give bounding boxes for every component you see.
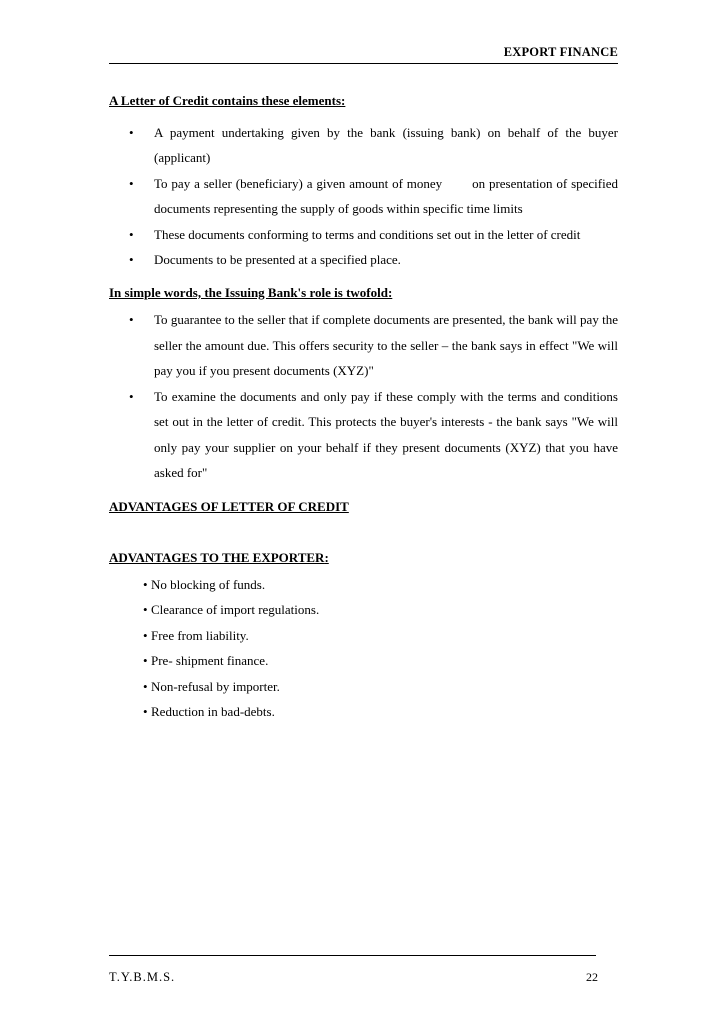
list-item (109, 699, 618, 725)
footer-rule (109, 955, 596, 956)
bullet-icon: • (143, 576, 148, 592)
bullet-icon: • (129, 124, 134, 140)
section-heading-text: A Letter of Credit contains these elements (109, 93, 342, 108)
list-item (109, 572, 618, 598)
list-item (109, 307, 618, 384)
running-header-title: EXPORT FINANCE (503, 45, 618, 59)
list-item-text: Free from liability. (151, 627, 249, 643)
list-item (109, 623, 618, 649)
list-item (109, 222, 618, 248)
list-item (109, 384, 618, 486)
list-item-text: A payment undertaking given by the bank (issuing bank) on behalf of the buyer (applicant) (154, 124, 618, 165)
section-heading-lc-elements (109, 88, 618, 114)
footer-course-label: T.Y.B.M.S. (109, 970, 176, 984)
header-rule (109, 63, 618, 64)
bullet-icon: • (129, 252, 134, 267)
page-body (109, 88, 618, 725)
heading-colon: : (324, 550, 329, 565)
list-item-text: To guarantee to the seller that if complete documents are presented, the bank will pay the seller the amount due. This offers security to the seller – the bank says in effect "We will pay you if you present documents (XYZ)" (154, 312, 618, 378)
bullet-icon: • (143, 627, 148, 643)
list-item-text: No blocking of funds. (151, 576, 266, 592)
lc-elements-list (109, 120, 618, 273)
bullet-icon: • (129, 175, 134, 191)
list-item-text: Reduction in bad-debts. (151, 704, 275, 719)
section-heading-advantages-lc: ADVANTAGES OF LETTER OF CREDIT (109, 498, 349, 514)
list-item (109, 597, 618, 623)
bullet-icon: • (129, 312, 134, 327)
list-item-text: To pay a seller (beneficiary) a given amount of money (154, 175, 443, 191)
list-item (109, 171, 618, 222)
list-item (109, 674, 618, 700)
list-item-text-continuation: on presentation of specified documents representing the supply of goods within specific time limits (154, 175, 619, 216)
list-item (109, 120, 618, 171)
list-item-text: Non-refusal by importer. (151, 678, 280, 694)
list-item (109, 247, 618, 273)
list-item-text: Pre- shipment finance. (151, 653, 269, 668)
bullet-icon: • (129, 226, 134, 242)
bullet-icon: • (129, 388, 134, 404)
bullet-icon: • (143, 704, 148, 719)
exporter-advantages-list (109, 572, 618, 725)
bullet-icon: • (143, 678, 148, 694)
list-item-text: These documents conforming to terms and conditions set out in the letter of credit (154, 226, 581, 242)
page-number: 22 (586, 970, 598, 984)
list-item-text: Documents to be presented at a specified place. (154, 252, 401, 267)
section-heading-issuing-bank-role: In simple words, the Issuing Bank's role is twofold: (109, 284, 393, 300)
list-item-text: Clearance of import regulations. (151, 602, 320, 617)
bullet-icon: • (143, 653, 148, 668)
section-heading-advantages-exporter (109, 545, 618, 571)
section-heading-text: ADVANTAGES TO THE EXPORTER (109, 550, 325, 565)
heading-colon: : (341, 93, 346, 108)
issuing-bank-role-list (109, 307, 618, 486)
list-item (109, 648, 618, 674)
bullet-icon: • (143, 602, 148, 617)
list-item-text: To examine the documents and only pay if these comply with the terms and conditions set out in the letter of credit. This protects the buyer's interests - the bank says "We will only pay your supplier on your behalf if they present documents (XYZ) that you have asked for" (154, 388, 618, 480)
